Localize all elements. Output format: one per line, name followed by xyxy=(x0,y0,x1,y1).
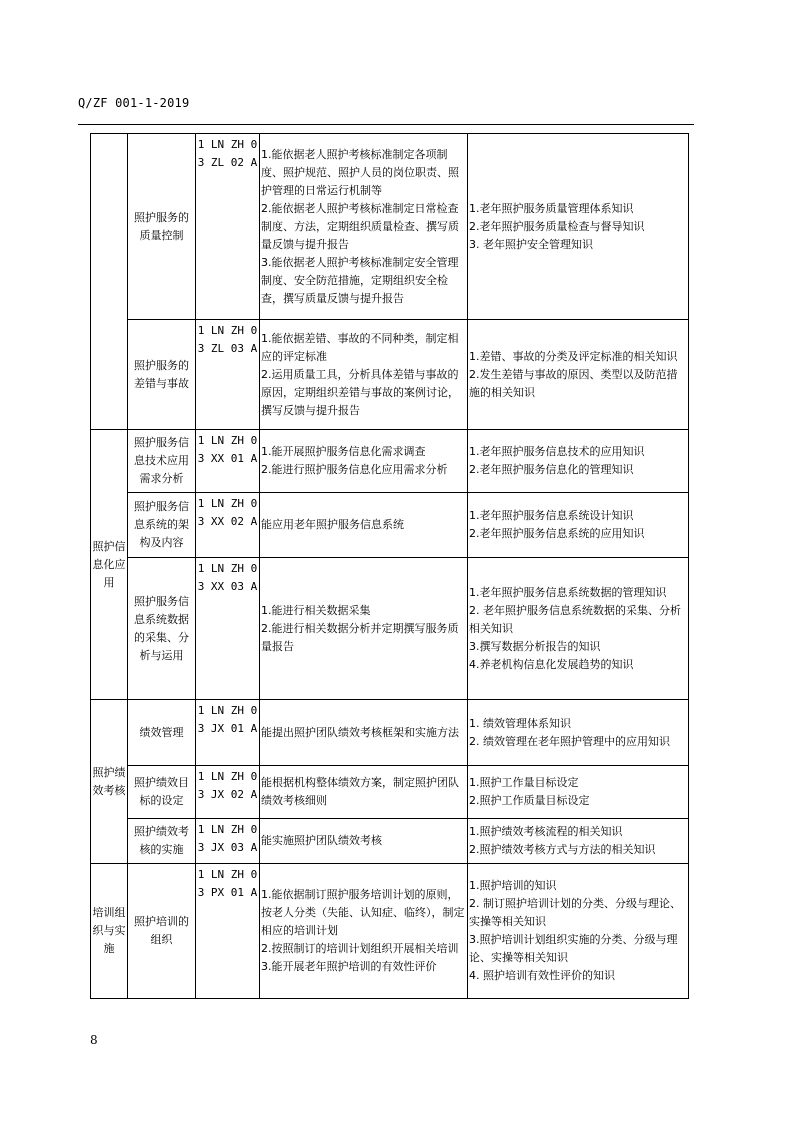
skills-table xyxy=(90,133,689,999)
code-cell: 1 LN ZH 03 XX 03 A xyxy=(196,558,260,700)
knowledge-item: 2.老年照护服务信息化的管理知识 xyxy=(469,463,634,476)
knowledge-item: 1.老年照护服务信息系统数据的管理知识 xyxy=(469,585,667,599)
table-row xyxy=(91,819,689,864)
table-row xyxy=(91,700,689,766)
knowledge-item: 4. 照护培训有效性评价的知识 xyxy=(469,969,615,982)
knowledge-item: 1.照护培训的知识 xyxy=(469,879,557,892)
group-cell: 照护信息化应用 xyxy=(91,430,128,700)
knowledge-cell xyxy=(468,134,689,320)
knowledge-item: 2. 绩效管理在老年照护管理中的应用知识 xyxy=(469,734,670,748)
knowledge-item: 2.照护绩效考核方式与方法的相关知识 xyxy=(469,843,656,856)
code-cell: 1 LN ZH 03 PX 01 A xyxy=(196,864,260,999)
knowledge-item: 2.照护工作质量目标设定 xyxy=(469,794,590,807)
knowledge-item: 1.照护工作量目标设定 xyxy=(469,776,579,789)
knowledge-cell xyxy=(468,864,689,999)
skill-item: 1.能进行相关数据采集 xyxy=(261,603,371,617)
knowledge-item: 2.老年照护服务信息系统的应用知识 xyxy=(469,527,645,540)
module-cell: 照护绩效考核的实施 xyxy=(128,819,196,864)
skill-item: 3.能开展老年照护培训的有效性评价 xyxy=(261,960,437,973)
knowledge-item: 3.撰写数据分析报告的知识 xyxy=(469,639,601,653)
skill-item: 1.能依据差错、事故的不同种类，制定相应的评定标准 xyxy=(261,331,459,363)
table-row xyxy=(91,134,689,320)
table-row xyxy=(91,864,689,999)
skills-cell xyxy=(260,134,468,320)
module-cell: 照护服务信息系统数据的采集、分析与运用 xyxy=(128,558,196,700)
knowledge-cell xyxy=(468,700,689,766)
knowledge-item: 3.照护培训计划组织实施的分类、分级与理论、实操等相关知识 xyxy=(469,933,678,964)
skill-item: 能提出照护团队绩效考核框架和实施方法 xyxy=(261,725,459,739)
table-row xyxy=(91,430,689,493)
skill-item: 能应用老年照护服务信息系统 xyxy=(261,518,404,531)
document-code: Q/ZF 001-1-2019 xyxy=(78,96,190,110)
module-cell: 绩效管理 xyxy=(128,700,196,766)
skill-item: 2.能进行照护服务信息化应用需求分析 xyxy=(261,463,448,476)
skills-cell xyxy=(260,320,468,430)
skill-item: 能根据机构整体绩效方案，制定照护团队绩效考核细则 xyxy=(261,776,459,807)
skills-cell xyxy=(260,819,468,864)
code-cell: 1 LN ZH 03 ZL 03 A xyxy=(196,320,260,430)
knowledge-item: 2.发生差错与事故的原因、类型以及防范措施的相关知识 xyxy=(469,367,678,399)
module-cell: 照护服务信息系统的架构及内容 xyxy=(128,493,196,558)
module-cell: 照护服务信息技术应用需求分析 xyxy=(128,430,196,493)
knowledge-cell xyxy=(468,819,689,864)
knowledge-cell xyxy=(468,766,689,819)
knowledge-item: 1.老年照护服务质量管理体系知识 xyxy=(469,201,634,215)
code-cell: 1 LN ZH 03 JX 02 A xyxy=(196,766,260,819)
knowledge-cell xyxy=(468,493,689,558)
code-cell: 1 LN ZH 03 ZL 02 A xyxy=(196,134,260,320)
knowledge-item: 1.照护绩效考核流程的相关知识 xyxy=(469,825,623,838)
group-cell xyxy=(91,134,128,430)
skills-cell xyxy=(260,700,468,766)
page-number: 8 xyxy=(90,1033,98,1047)
header-rule xyxy=(78,124,694,125)
knowledge-item: 2. 制订照护培训计划的分类、分级与理论、实操等相关知识 xyxy=(469,897,681,928)
skill-item: 3.能依据老人照护考核标准制定安全管理制度、安全防范措施，定期组织安全检查，撰写质量反馈与提升报告 xyxy=(261,255,459,305)
knowledge-item: 2. 老年照护服务信息系统数据的采集、分析相关知识 xyxy=(469,603,681,635)
skill-item: 1.能依据老人照护考核标准制定各项制度、照护规范、照护人员的岗位职责、照护管理的日常运行机制等 xyxy=(261,147,459,197)
table-row xyxy=(91,766,689,819)
knowledge-item: 4.养老机构信息化发展趋势的知识 xyxy=(469,657,634,671)
knowledge-item: 3. 老年照护安全管理知识 xyxy=(469,237,593,251)
skill-item: 1.能依据制订照护服务培训计划的原则，按老人分类（失能、认知症、临终），制定相应的培训计划 xyxy=(261,888,465,937)
module-cell: 照护服务的差错与事故 xyxy=(128,320,196,430)
skill-item: 2.能依据老人照护考核标准制定日常检查制度、方法，定期组织质量检查、撰写质量反馈与提升报告 xyxy=(261,201,459,251)
knowledge-item: 1.老年照护服务信息技术的应用知识 xyxy=(469,445,645,458)
skill-item: 能实施照护团队绩效考核 xyxy=(261,834,382,847)
code-cell: 1 LN ZH 03 JX 01 A xyxy=(196,700,260,766)
knowledge-item: 1.老年照护服务信息系统设计知识 xyxy=(469,509,634,522)
skills-cell xyxy=(260,558,468,700)
code-cell: 1 LN ZH 03 XX 02 A xyxy=(196,493,260,558)
module-cell: 照护绩效目标的设定 xyxy=(128,766,196,819)
skill-item: 2.按照制订的培训计划组织开展相关培训 xyxy=(261,942,459,955)
knowledge-cell xyxy=(468,320,689,430)
code-cell: 1 LN ZH 03 XX 01 A xyxy=(196,430,260,493)
knowledge-cell xyxy=(468,430,689,493)
module-cell: 照护服务的质量控制 xyxy=(128,134,196,320)
skill-item: 2.运用质量工具，分析具体差错与事故的原因，定期组织差错与事故的案例讨论，撰写反馈与提升报告 xyxy=(261,367,459,417)
group-cell: 照护绩效考核 xyxy=(91,700,128,864)
skill-item: 1.能开展照护服务信息化需求调查 xyxy=(261,445,426,458)
knowledge-cell xyxy=(468,558,689,700)
table-row xyxy=(91,493,689,558)
skill-item: 2.能进行相关数据分析并定期撰写服务质量报告 xyxy=(261,621,459,653)
group-cell: 培训组织与实施 xyxy=(91,864,128,999)
table-row xyxy=(91,558,689,700)
knowledge-item: 1. 绩效管理体系知识 xyxy=(469,716,571,730)
skills-cell xyxy=(260,864,468,999)
code-cell: 1 LN ZH 03 JX 03 A xyxy=(196,819,260,864)
skills-cell xyxy=(260,766,468,819)
skills-cell xyxy=(260,430,468,493)
module-cell: 照护培训的组织 xyxy=(128,864,196,999)
knowledge-item: 1.差错、事故的分类及评定标准的相关知识 xyxy=(469,349,678,363)
skills-cell xyxy=(260,493,468,558)
knowledge-item: 2.老年照护服务质量检查与督导知识 xyxy=(469,219,645,233)
table-row xyxy=(91,320,689,430)
